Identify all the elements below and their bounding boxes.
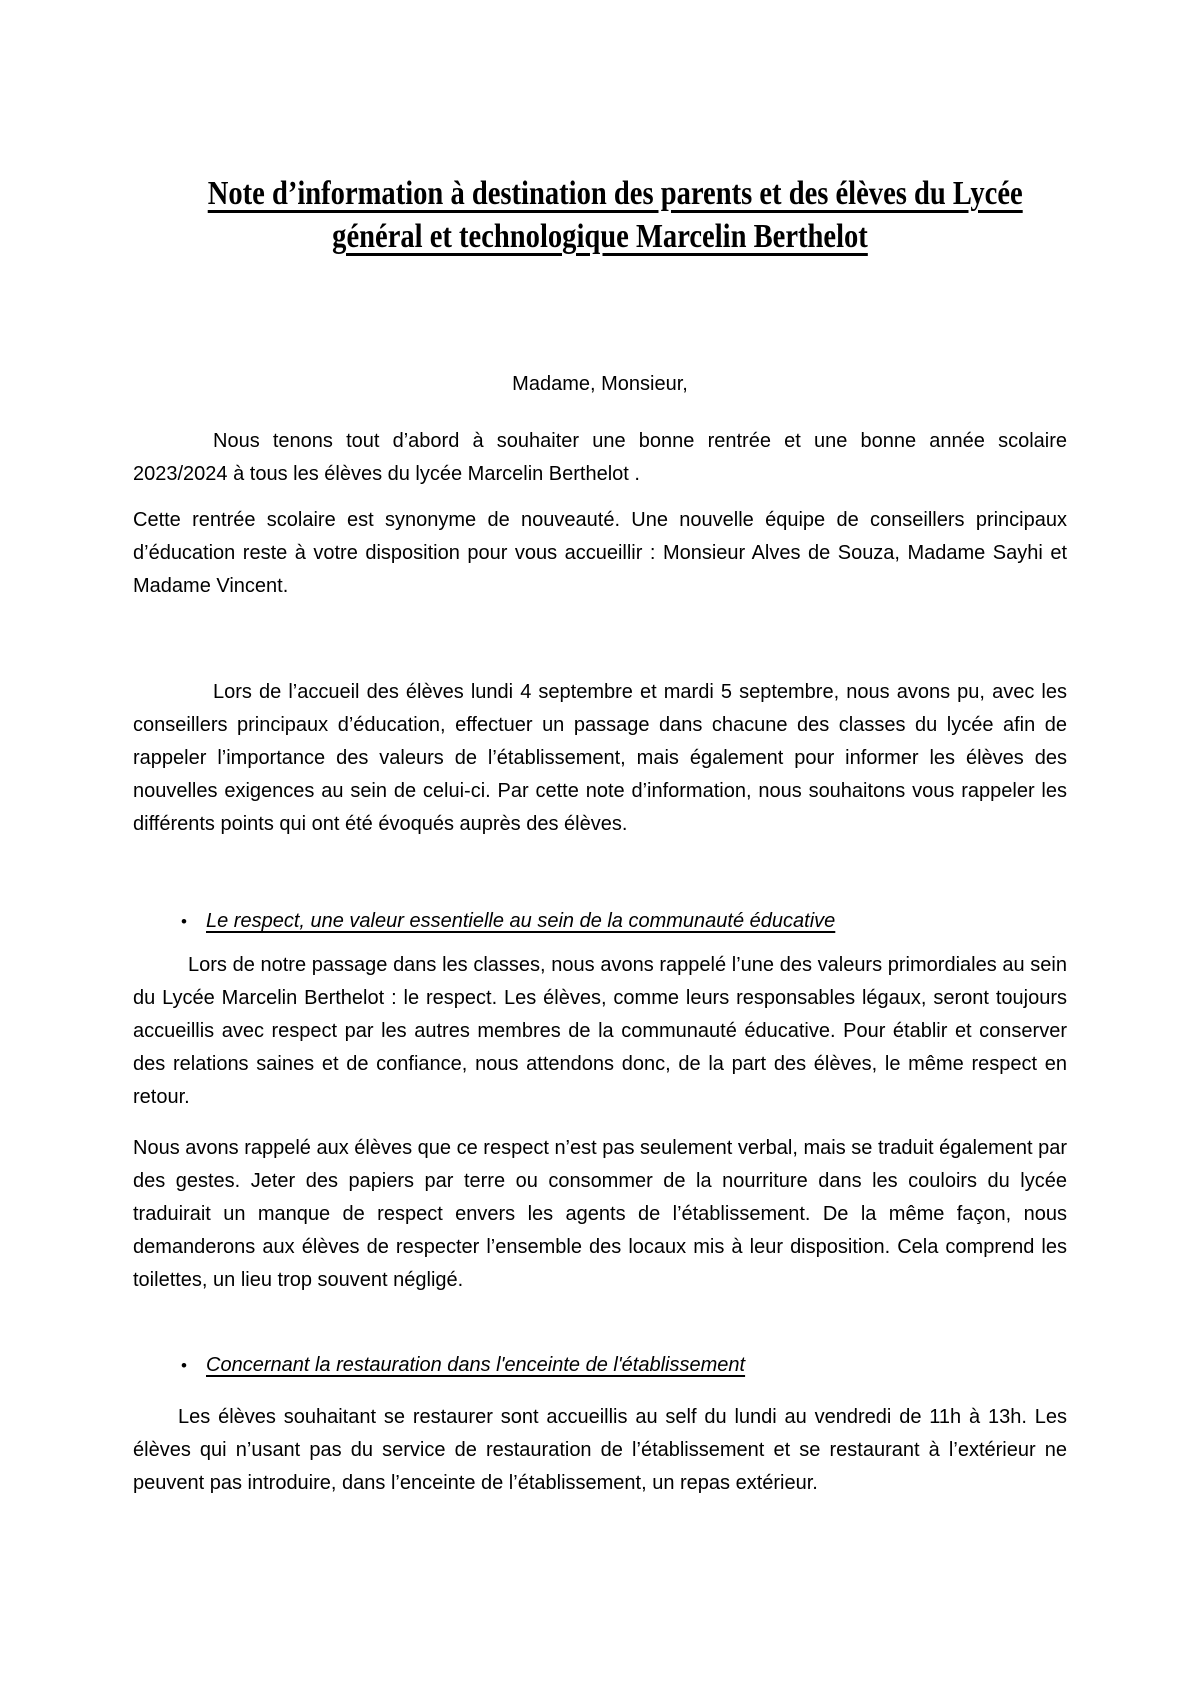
paragraph-gestes: Nous avons rappelé aux élèves que ce respect n’est pas seulement verbal, mais se traduit également par des gestes. Jeter des papiers par terre ou consommer de la nourriture dans les couloirs du lycée traduirait un manque de respect envers les agents de l’établissement. De la même façon, nous demanderons aux élèves de respecter l’ensemble des locaux mis à leur disposition. Cela comprend les toilettes, un lieu trop souvent négligé. <box>133 1137 1067 1291</box>
paragraph-accueil: Lors de l’accueil des élèves lundi 4 septembre et mardi 5 septembre, nous avons pu, avec les conseillers principaux d’éducation, effectuer un passage dans chacune des classes du lycée afin de rappeler l’importance des valeurs de l’établissement, mais également pour informer les élèves des nouvelles exigences au sein de celui-ci. Par cette note d’information, nous souhaitons vous rappeler les différents points qui ont été évoqués auprès des élèves. <box>133 681 1067 835</box>
bullet-respect-label: Le respect, une valeur essentielle au sein de la communauté éducative <box>206 910 836 932</box>
bullet-restauration-label: Concernant la restauration dans l'enceinte de l'établissement <box>206 1354 746 1376</box>
paragraph-intro: Nous tenons tout d’abord à souhaiter une bonne rentrée et une bonne année scolaire 2023/2024 à tous les élèves du lycée Marcelin Berthelot . <box>133 430 1067 485</box>
bullet-heading-restauration <box>181 1349 1067 1382</box>
bullet-icon: • <box>181 1356 187 1375</box>
salutation-line: Madame, Monsieur, <box>512 373 688 395</box>
paragraph-rentree: Cette rentrée scolaire est synonyme de nouveauté. Une nouvelle équipe de conseillers principaux d’éducation reste à votre disposition pour vous accueillir : Monsieur Alves de Souza, Madame Sayhi et Madame Vincent. <box>133 509 1067 597</box>
title-line-1: Note d’information à destination des parents et des élèves du Lycée <box>207 175 1023 212</box>
title-line-2: général et technologique Marcelin Berthelot <box>332 218 868 255</box>
document-title <box>207 172 1023 258</box>
bullet-icon: • <box>181 912 187 931</box>
bullet-heading-respect <box>181 905 1067 938</box>
paragraph-passage: Lors de notre passage dans les classes, nous avons rappelé l’une des valeurs primordiales au sein du Lycée Marcelin Berthelot : le respect. Les élèves, comme leurs responsables légaux, seront toujours accueillis avec respect par les autres membres de la communauté éducative. Pour établir et conserver des relations saines et de confiance, nous attendons donc, de la part des élèves, le même respect en retour. <box>133 954 1067 1108</box>
paragraph-restauration: Les élèves souhaitant se restaurer sont accueillis au self du lundi au vendredi de 11h à 13h. Les élèves qui n’usant pas du service de restauration de l’établissement et se restaurant à l’extérieur ne peuvent pas introduire, dans l’enceinte de l’établissement, un repas extérieur. <box>133 1406 1067 1494</box>
